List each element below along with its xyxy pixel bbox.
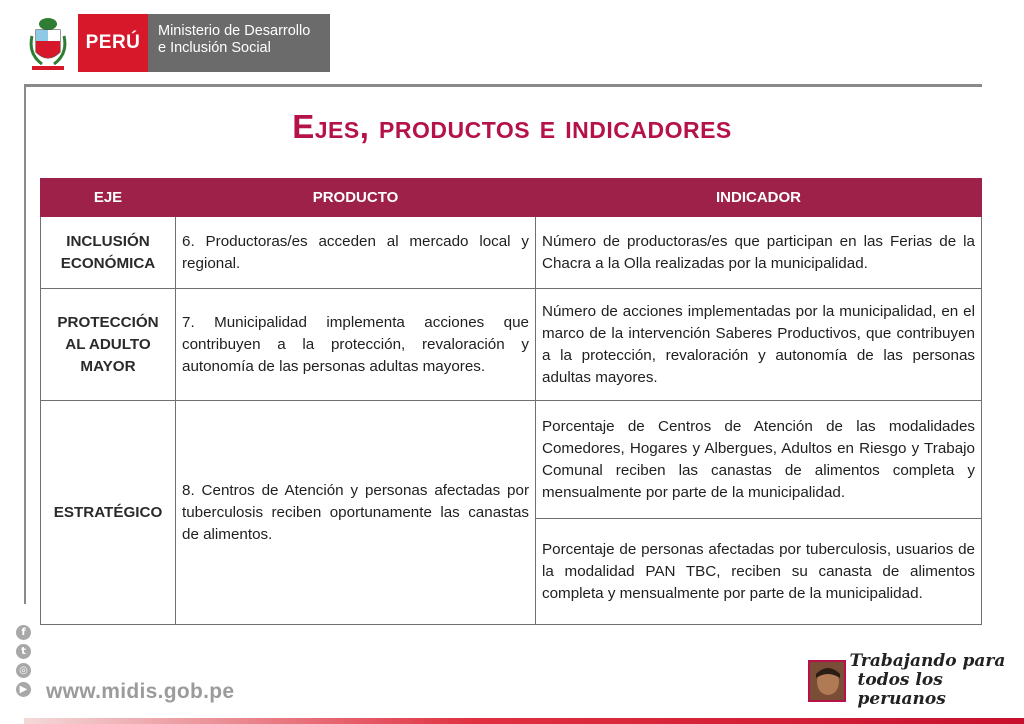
table-row	[41, 217, 982, 289]
table-row	[41, 401, 982, 519]
slogan-line-1: Trabajando para	[849, 651, 1006, 671]
midis-logo	[28, 14, 330, 72]
ministry-name	[148, 14, 330, 72]
ministry-line-2: e Inclusión Social	[158, 40, 271, 56]
table-header-row	[41, 179, 982, 217]
social-links	[16, 625, 31, 697]
table-row	[41, 289, 982, 401]
left-divider	[24, 84, 26, 604]
eje-cell: PROTECCIÓN AL ADULTO MAYOR	[41, 289, 176, 401]
slogan-line-2: todos los peruanos	[857, 670, 946, 709]
twitter-icon[interactable]: t	[16, 644, 31, 659]
producto-cell: 6. Productoras/es acceden al mercado local y regional.	[176, 217, 536, 289]
header-eje: EJE	[41, 179, 176, 217]
indicador-cell: Porcentaje de Centros de Atención de las modalidades Comedores, Hogares y Albergues, Adultos en Riesgo y Trabajo Comunal reciben las canastas de alimentos completa y mensualmente por parte de la municipalidad.	[536, 401, 982, 519]
slogan-badge	[808, 652, 1024, 709]
coat-of-arms-icon	[28, 14, 68, 72]
eje-cell: INCLUSIÓN ECONÓMICA	[41, 217, 176, 289]
peru-label: PERÚ	[78, 14, 148, 72]
header-indicador: INDICADOR	[536, 179, 982, 217]
indicador-cell: Número de productoras/es que participan en las Ferias de la Chacra a la Olla realizadas por la municipalidad.	[536, 217, 982, 289]
indicators-table	[40, 178, 982, 625]
indicador-cell: Porcentaje de personas afectadas por tuberculosis, usuarios de la modalidad PAN TBC, reciben su canasta de alimentos completa y mensualmente por parte de la municipalidad.	[536, 519, 982, 625]
page-title: Ejes, productos e indicadores	[292, 108, 732, 145]
instagram-icon[interactable]: ◎	[16, 663, 31, 678]
bottom-accent-bar	[24, 718, 1024, 724]
ministry-line-1: Ministerio de Desarrollo	[158, 23, 311, 39]
website-url[interactable]: www.midis.gob.pe	[46, 680, 235, 703]
slogan-text	[850, 652, 1024, 709]
facebook-icon[interactable]: f	[16, 625, 31, 640]
producto-cell: 7. Municipalidad implementa acciones que contribuyen a la protección, revaloración y autonomía de las personas adultas mayores.	[176, 289, 536, 401]
portrait-image	[808, 660, 846, 702]
indicador-cell: Número de acciones implementadas por la municipalidad, en el marco de la intervención Saberes Productivos, que contribuyen a la protección, revaloración y autonomía de las personas adultas mayores.	[536, 289, 982, 401]
header-producto: PRODUCTO	[176, 179, 536, 217]
top-divider	[24, 84, 982, 87]
youtube-icon[interactable]: ▶	[16, 682, 31, 697]
eje-cell: ESTRATÉGICO	[41, 401, 176, 625]
producto-cell: 8. Centros de Atención y personas afectadas por tuberculosis reciben oportunamente las canastas de alimentos.	[176, 401, 536, 625]
